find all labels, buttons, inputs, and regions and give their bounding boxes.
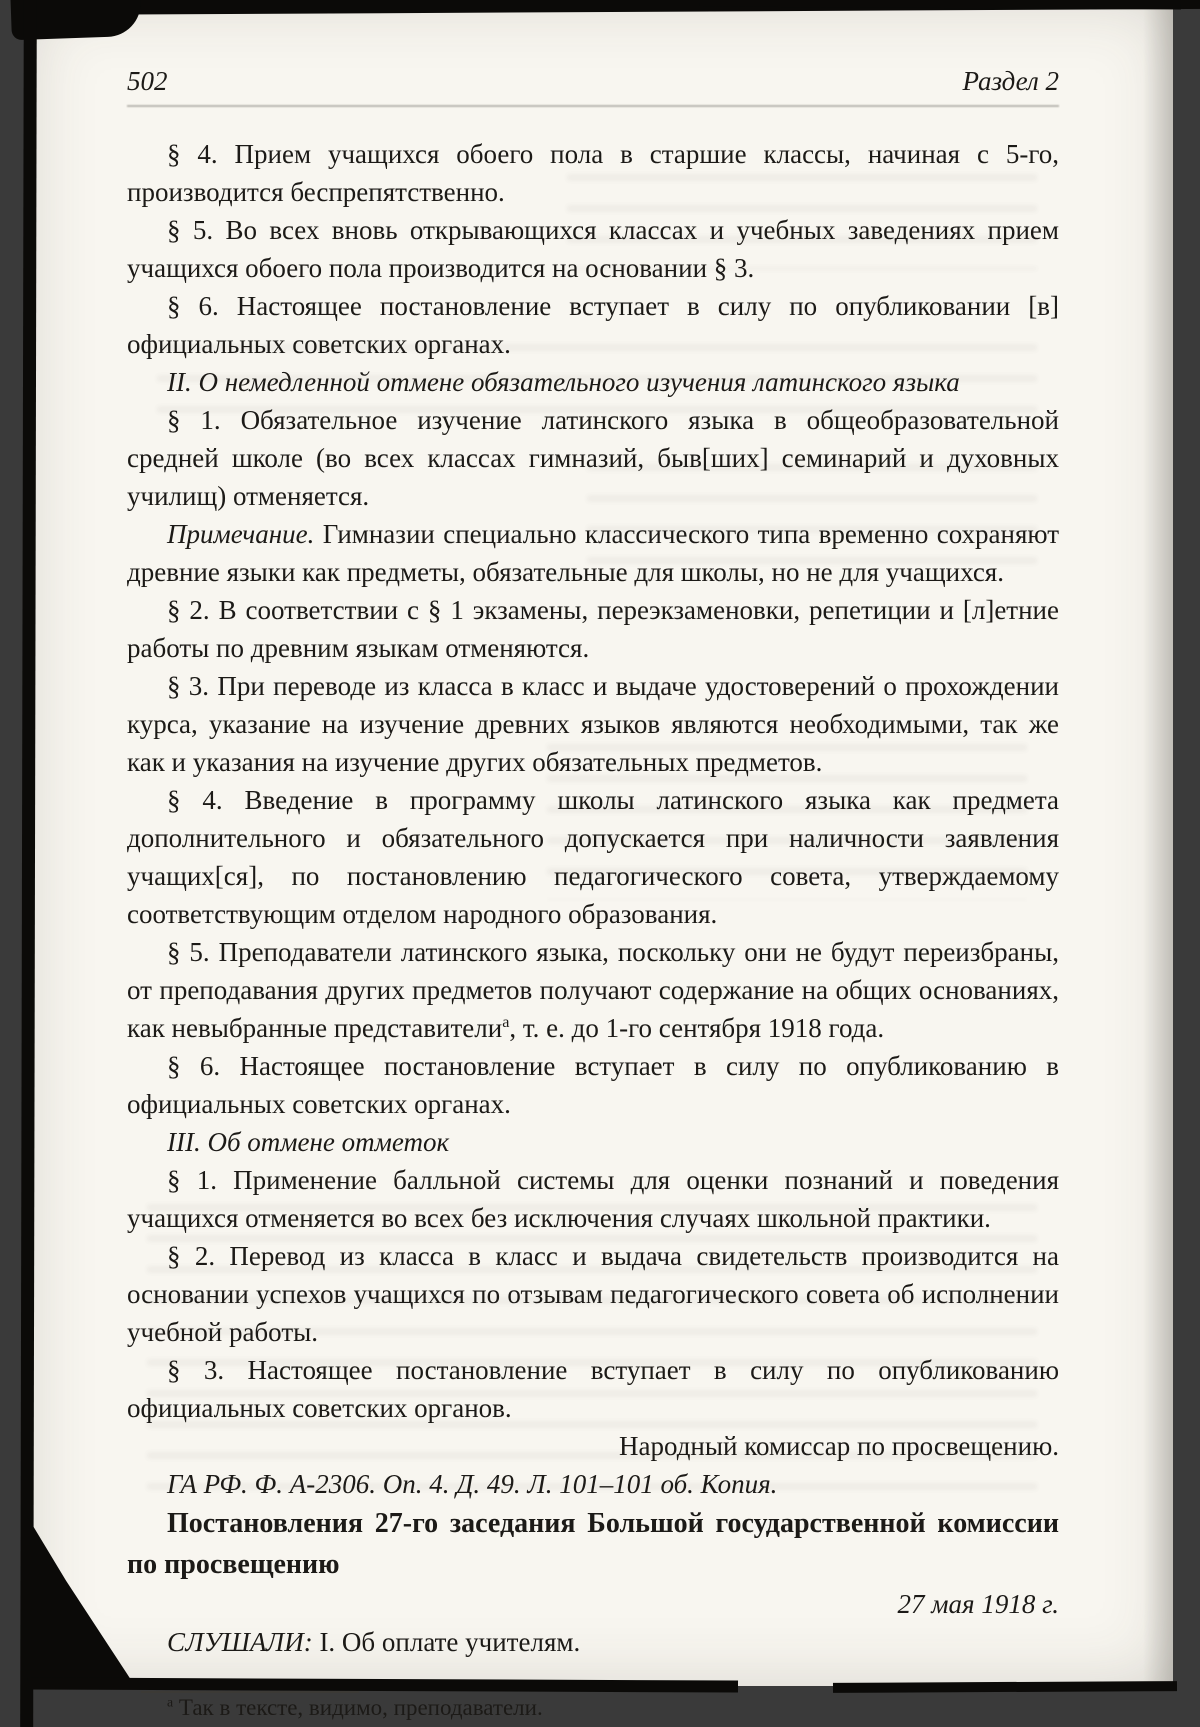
paragraph-ii-s5-text: § 5. Преподаватели латинского языка, поскольку они не будут переизбраны, от преподавания других предметов получают содержание на общих основаниях, как невыбранные представители	[127, 937, 1059, 1043]
section-title: Раздел 2	[962, 66, 1059, 96]
page-content	[127, 66, 1059, 1723]
footnote-block	[127, 1691, 1059, 1723]
paragraph-ii-s6: § 6. Настоящее постановление вступает в силу по опубликованию в официальных советских органах.	[127, 1051, 1059, 1119]
running-head	[127, 66, 1059, 96]
footnote-marker-ref: а	[502, 1013, 510, 1031]
signature-line: Народный комиссар по просвещению.	[618, 1431, 1059, 1461]
agenda-label: СЛУШАЛИ:	[167, 1627, 313, 1657]
footnote-text-line	[127, 1693, 1059, 1723]
agenda-line	[127, 1623, 1059, 1661]
paragraph-note	[127, 515, 1059, 591]
note-text: Гимназии специально классического типа временно сохраняют древние языки как предметы, обязательные для школы, но не для учащихся.	[127, 519, 1059, 587]
agenda-text: I. Об оплате учителям.	[312, 1627, 581, 1657]
section-ii-heading: II. О немедленной отмене обязательного изучения латинского языка	[167, 367, 960, 397]
footnote-marker: а	[167, 1694, 174, 1710]
page-curvature-shadow	[1143, 0, 1173, 1686]
paragraph-ii-s5-tail: , т. е. до 1-го сентября 1918 года.	[509, 1013, 885, 1043]
page-number: 502	[127, 66, 168, 96]
paragraph-ii-s3: § 3. При переводе из класса в класс и выдаче удостоверений о прохождении курса, указание на изучение древних языков являются необходимыми, так же как и указания на изучение других обязательных предметов.	[127, 671, 1059, 777]
scan-edge-bottom-right	[833, 1681, 1177, 1693]
section-iii-heading: III. Об отмене отметок	[167, 1127, 450, 1157]
paragraph-ii-s2: § 2. В соответствии с § 1 экзамены, переэкзаменовки, репетиции и [л]етние работы по древним языкам отменяются.	[127, 595, 1059, 663]
paragraph-iii-s3: § 3. Настоящее постановление вступает в силу по опубликованию официальных советских органов.	[127, 1355, 1059, 1423]
paragraph-i-s5: § 5. Во всех вновь открывающихся классах и учебных заведениях прием учащихся обоего пола производится на основании § 3.	[127, 215, 1059, 283]
footnote-text: Так в тексте, видимо, преподаватели.	[178, 1695, 543, 1720]
header-rule	[127, 105, 1059, 107]
scan-edge-left	[20, 0, 37, 1727]
paragraph-iii-s1: § 1. Применение балльной системы для оценки познаний и поведения учащихся отменяется во всех без исключения случаях школьной практики.	[127, 1165, 1059, 1233]
archive-reference: ГА РФ. Ф. А-2306. Оп. 4. Д. 49. Л. 101–101 об. Копия.	[167, 1469, 778, 1499]
book-page	[27, 0, 1173, 1720]
resolution-date: 27 мая 1918 г.	[897, 1589, 1059, 1619]
paragraph-i-s6: § 6. Настоящее постановление вступает в силу по опубликовании [в] официальных советских органах.	[127, 291, 1059, 359]
paragraph-ii-s1: § 1. Обязательное изучение латинского языка в общеобразовательной средней школе (во всех классах гимназий, быв[ших] семинарий и духовных училищ) отменяется.	[127, 405, 1059, 511]
note-label: Примечание.	[167, 519, 315, 549]
paragraph-ii-s5	[127, 933, 1059, 1047]
resolution-heading: Постановления 27-го заседания Большой государственной комиссии по просвещению	[127, 1508, 1059, 1580]
paragraph-ii-s4: § 4. Введение в программу школы латинского языка как предмета дополнительного и обязательного допускается при наличности заявления учащих[ся], по постановлению педагогического совета, утверждаемому соответствующим отделом народного образования.	[127, 785, 1059, 929]
paragraph-iii-s2: § 2. Перевод из класса в класс и выдача свидетельств производится на основании успехов учащихся по отзывам педагогического совета об исполнении учебной работы.	[127, 1241, 1059, 1347]
paragraph-i-s4: § 4. Прием учащихся обоего пола в старшие классы, начиная с 5-го, производится беспрепятственно.	[127, 139, 1059, 207]
document-body	[127, 135, 1059, 1723]
